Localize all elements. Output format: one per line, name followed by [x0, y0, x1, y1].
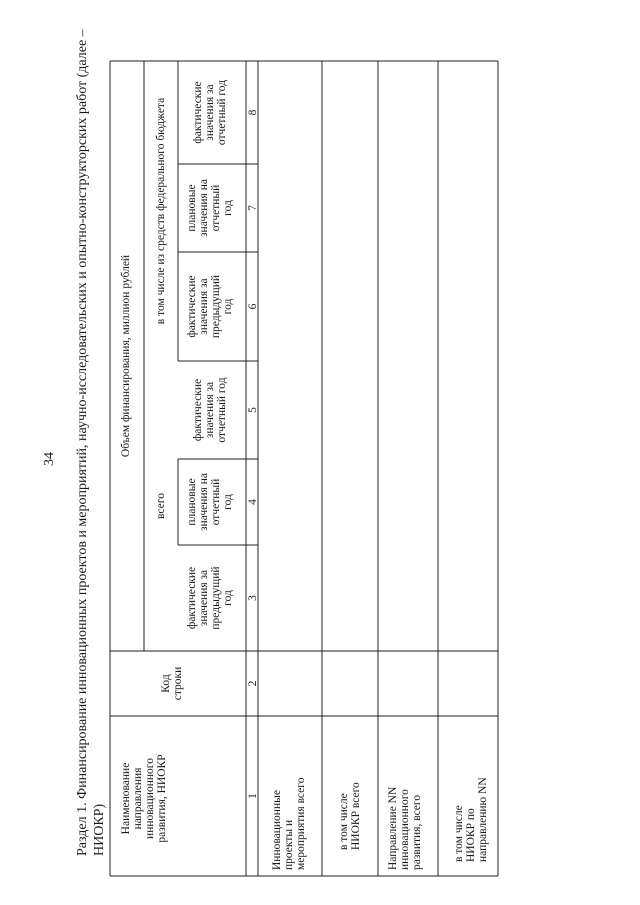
section-heading: Раздел 1. Финансирование инновационных проектов и мероприятий, научно-исследовательских и опытно-конструкторских работ (далее –: [75, 29, 90, 856]
row-label-direction-nn: Направление NN инновационного развития, всего: [387, 786, 423, 870]
header-col6: фактические значения за предыдущий год: [186, 274, 234, 339]
column-number: 4: [247, 499, 259, 505]
header-total: всего: [155, 493, 167, 519]
section-heading-continuation: НИОКР): [92, 803, 107, 856]
column-number: 1: [247, 793, 259, 799]
row-label-niokr-nn: в том числе НИОКР по направлению NN: [453, 777, 489, 862]
header-col8: фактические значения за отчетный год: [192, 79, 228, 146]
header-col7: плановые значения на отчетный год: [186, 179, 234, 237]
column-number: 8: [247, 109, 259, 116]
column-number: 2: [247, 680, 259, 687]
header-col3: фактические значения за предыдущий год: [186, 566, 234, 630]
row-label-niokr-total: в том числе НИОКР всего: [338, 782, 362, 850]
row-label-innovation-total: Инновационные проекты и мероприятия всего: [271, 777, 307, 870]
header-col5: фактические значения за отчетный год: [192, 377, 228, 443]
header-code: Код строки: [160, 666, 184, 701]
header-volume: Объем финансирования, миллион рублей: [120, 254, 132, 458]
header-federal: в том числе из средств федерального бюджета: [155, 97, 167, 325]
header-col4: плановые значения на отчетный год: [186, 473, 234, 531]
page-number: 34: [42, 452, 57, 466]
header-name: Наименование направления инновационного развития, НИОКР: [120, 754, 168, 843]
column-number: 6: [247, 303, 259, 310]
column-number: 5: [247, 407, 259, 413]
column-number: 7: [247, 205, 259, 211]
column-number: 3: [247, 595, 259, 601]
